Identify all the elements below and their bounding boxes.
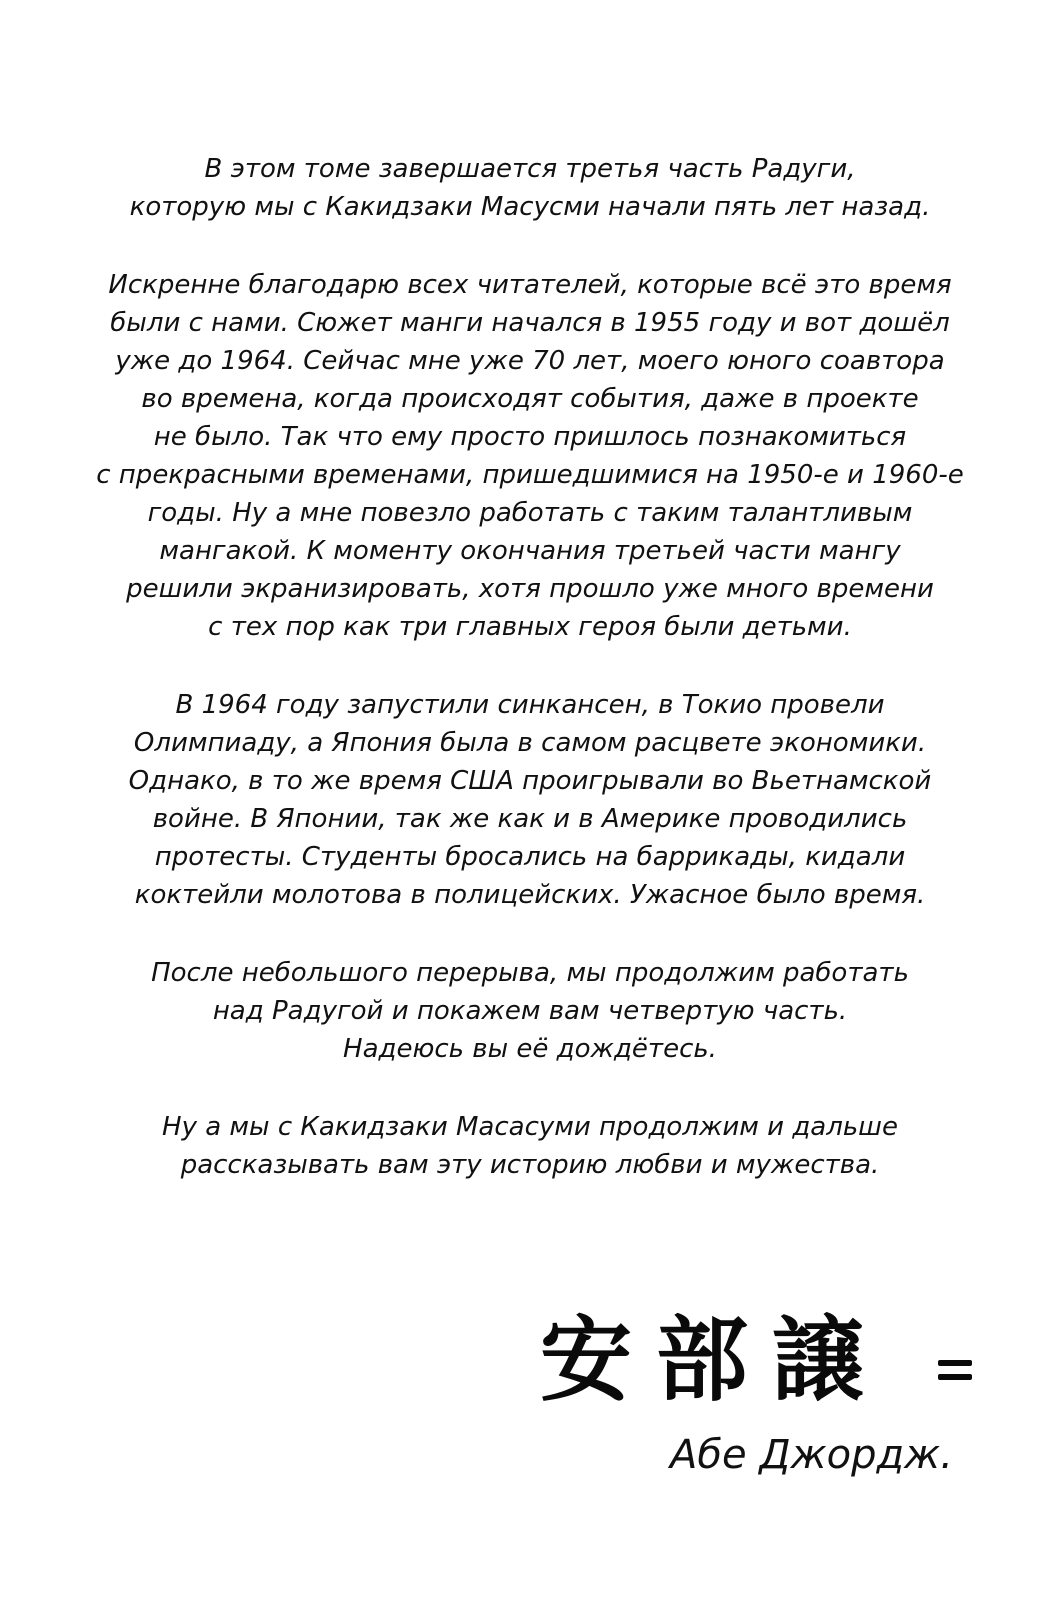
- paragraph-2: [60, 266, 1000, 646]
- text-line: протесты. Студенты бросались на баррикады, кидали: [154, 842, 906, 872]
- text-line: В этом томе завершается третья часть Радуги,: [204, 154, 856, 184]
- afterword-message: [60, 150, 1000, 1224]
- signature-stroke: [938, 1360, 972, 1366]
- text-line: Олимпиаду, а Япония была в самом расцвете экономики.: [133, 728, 927, 758]
- text-line: уже до 1964. Сейчас мне уже 70 лет, моего юного соавтора: [115, 346, 945, 376]
- signature-block: [520, 1300, 980, 1540]
- text-line: годы. Ну а мне повезло работать с таким талантливым: [147, 498, 913, 528]
- text-line: Искренне благодарю всех читателей, которые всё это время: [108, 270, 952, 300]
- paragraph-5: [60, 1108, 1000, 1184]
- text-line: были с нами. Сюжет манги начался в 1955 году и вот дошёл: [110, 308, 950, 338]
- text-line: над Радугой и покажем вам четвертую часть.: [212, 996, 848, 1026]
- text-line: с прекрасными временами, пришедшимися на 1950-е и 1960-е: [96, 460, 964, 490]
- text-line: с тех пор как три главных героя были детьми.: [208, 612, 852, 642]
- text-line: войне. В Японии, так же как и в Америке проводились: [152, 804, 908, 834]
- signature-kanji: 安部譲: [540, 1306, 889, 1414]
- text-line: мангакой. К моменту окончания третьей части мангу: [159, 536, 901, 566]
- paragraph-4: [60, 954, 1000, 1068]
- text-line: Ну а мы с Какидзаки Масасуми продолжим и дальше: [162, 1112, 898, 1142]
- text-line: рассказывать вам эту историю любви и мужества.: [180, 1150, 880, 1180]
- text-line: которую мы с Какидзаки Масусми начали пять лет назад.: [129, 192, 931, 222]
- paragraph-1: [60, 150, 1000, 226]
- paragraph-3: [60, 686, 1000, 914]
- text-line: коктейли молотова в полицейских. Ужасное было время.: [134, 880, 926, 910]
- text-line: После небольшого перерыва, мы продолжим работать: [151, 958, 909, 988]
- text-line: Надеюсь вы её дождётесь.: [343, 1034, 717, 1064]
- text-line: не было. Так что ему просто пришлось познакомиться: [153, 422, 907, 452]
- author-name: Абе Джордж.: [670, 1432, 953, 1478]
- signature-equals-mark: [938, 1358, 972, 1382]
- text-line: решили экранизировать, хотя прошло уже много времени: [126, 574, 934, 604]
- signature-stroke: [938, 1374, 972, 1380]
- text-line: во времена, когда происходят события, даже в проекте: [141, 384, 919, 414]
- text-line: Однако, в то же время США проигрывали во Вьетнамской: [128, 766, 932, 796]
- text-line: В 1964 году запустили синкансен, в Токио провели: [175, 690, 885, 720]
